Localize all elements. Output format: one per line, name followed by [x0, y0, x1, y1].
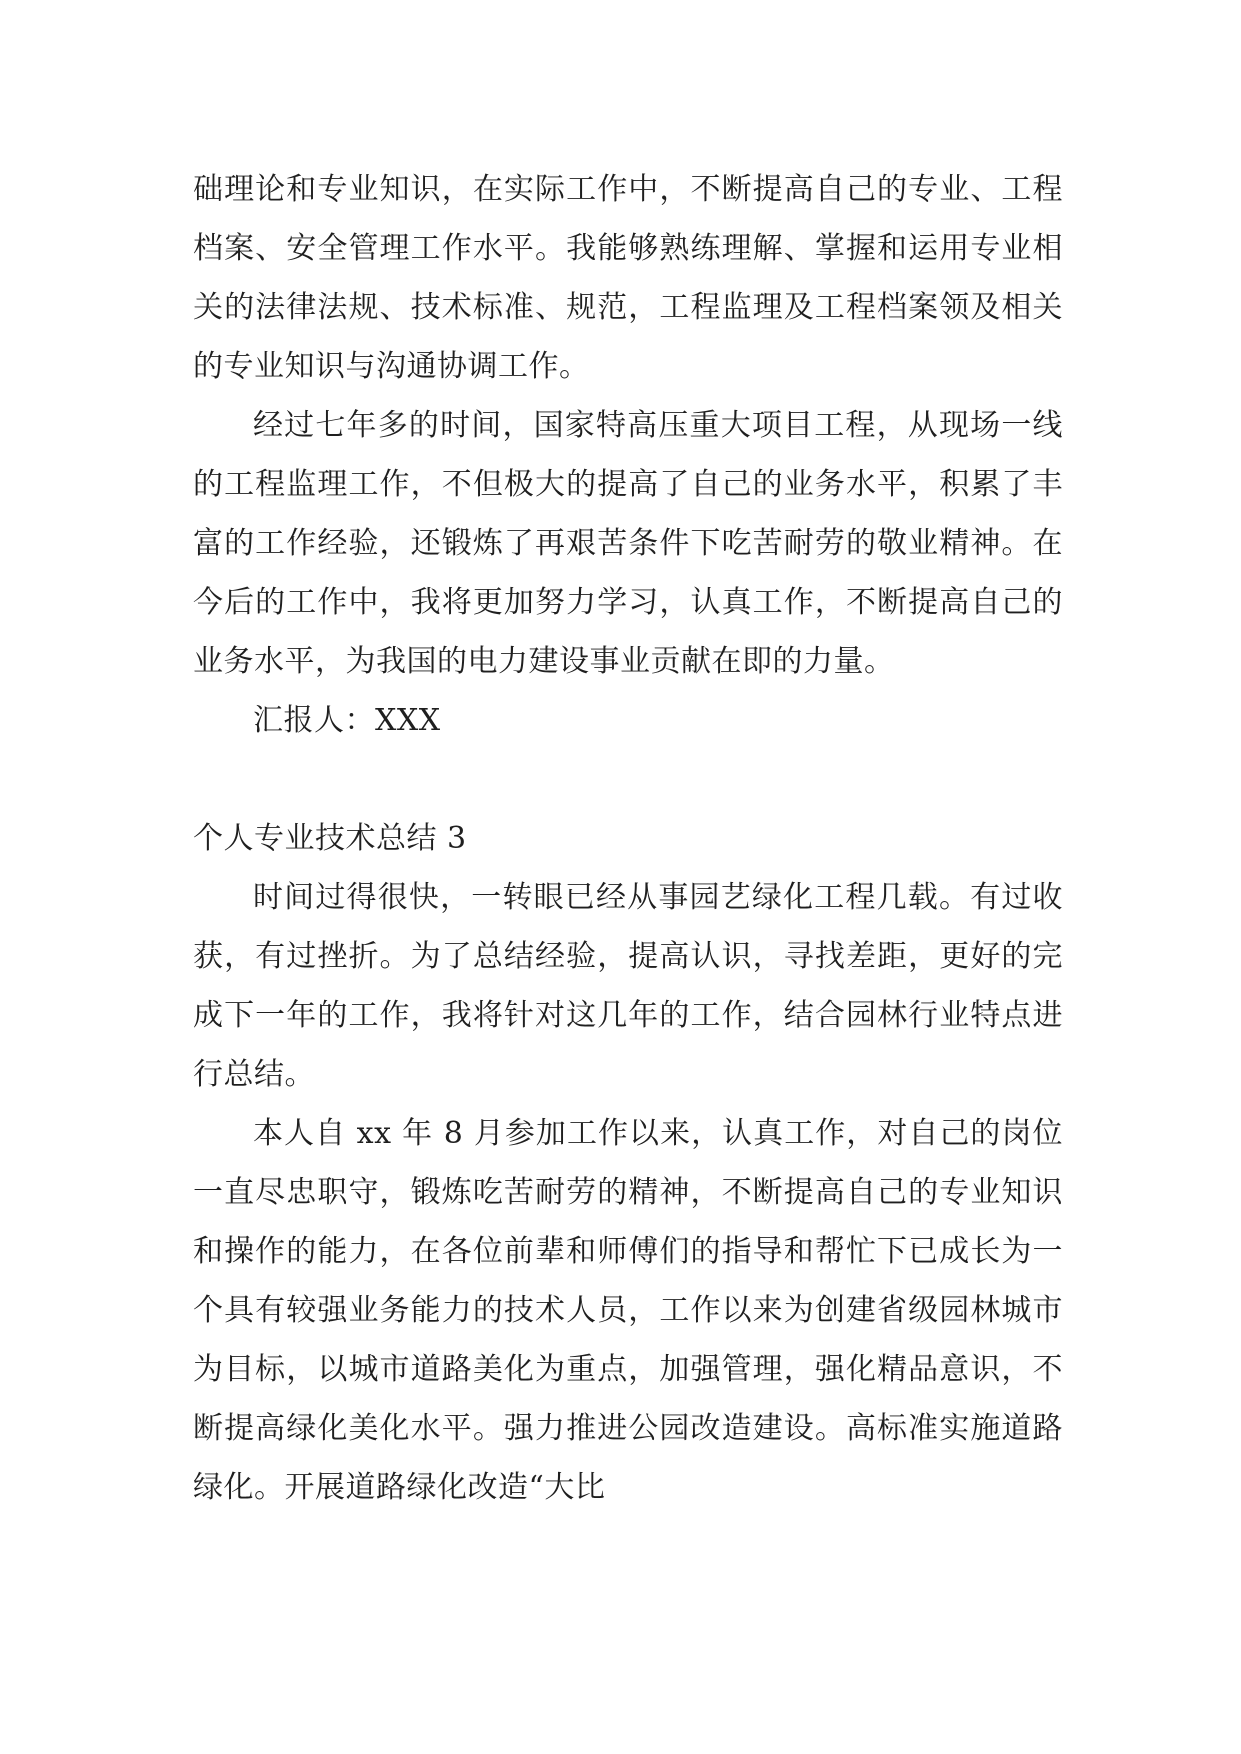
reporter-signature: 汇报人：XXX [253, 703, 441, 738]
section-title: 个人专业技术总结 3 [193, 821, 467, 856]
document-body [193, 160, 1063, 1517]
paragraph-work: 本人自 xx 年 8 月参加工作以来，认真工作，对自己的岗位一直尽忠职守，锻炼吃苦耐劳的精神，不断提高自己的专业知识和操作的能力，在各位前辈和师傅们的指导和帮忙下已成长为一个具有较强业务能力的技术人员，工作以来为创建省级园林城市为目标，以城市道路美化为重点，加强管理，强化精品意识，不断提高绿化美化水平。强力推进公园改造建设。高标准实施道路绿化。开展道路绿化改造“大比 [193, 1116, 1063, 1505]
paragraph-intro: 时间过得很快，一转眼已经从事园艺绿化工程几载。有过收获，有过挫折。为了总结经验，提高认识，寻找差距，更好的完成下一年的工作，我将针对这几年的工作，结合园林行业特点进行总结。 [193, 880, 1063, 1092]
paragraph-continued: 础理论和专业知识，在实际工作中，不断提高自己的专业、工程档案、安全管理工作水平。我能够熟练理解、掌握和运用专业相关的法律法规、技术标准、规范，工程监理及工程档案领及相关的专业知识与沟通协调工作。 [193, 172, 1063, 384]
paragraph-experience: 经过七年多的时间，国家特高压重大项目工程，从现场一线的工程监理工作，不但极大的提高了自己的业务水平，积累了丰富的工作经验，还锻炼了再艰苦条件下吃苦耐劳的敬业精神。在今后的工作中，我将更加努力学习，认真工作，不断提高自己的业务水平，为我国的电力建设事业贡献在即的力量。 [193, 408, 1063, 679]
blank-line [193, 750, 1063, 809]
